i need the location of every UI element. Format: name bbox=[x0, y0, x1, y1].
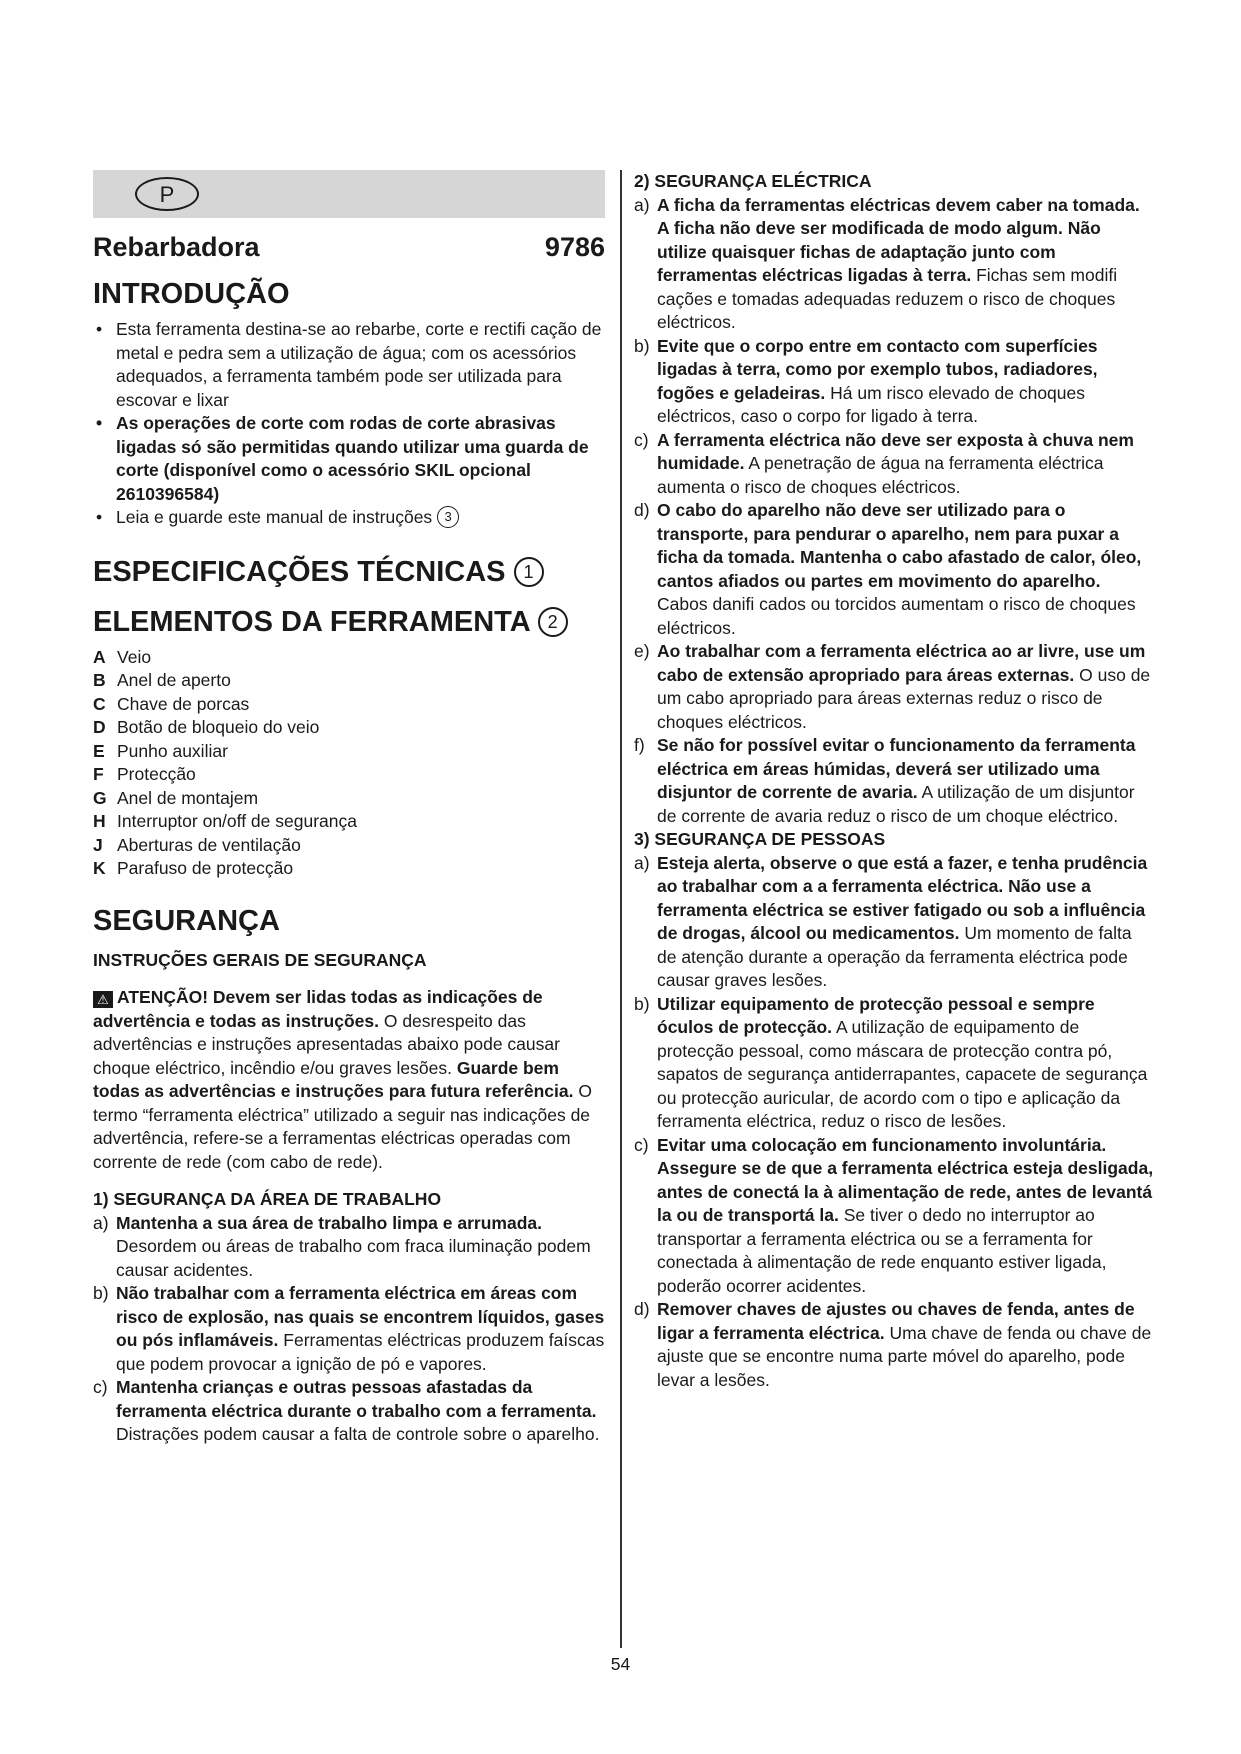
part-key: J bbox=[93, 834, 103, 855]
item-label: c) bbox=[634, 429, 649, 450]
model-number: 9786 bbox=[544, 232, 605, 262]
part-item bbox=[93, 763, 605, 787]
warning-text: O desrespeito das advertências e instruções apresentadas abaixo pode causar choque eléctrico, incêndio e/ou graves lesões. bbox=[93, 1010, 560, 1078]
item-text: Há um risco elevado de choques eléctricos, caso o corpo for ligado à terra. bbox=[657, 382, 1086, 426]
item-bold: A ficha da ferramentas eléctricas devem caber na tomada. A ficha não deve ser modificada de modo algum. Não utilize quaisquer fichas de adaptação junto com ferramentas eléctricas ligadas à terra. bbox=[657, 194, 1140, 285]
part-label: Interruptor on/off de segurança bbox=[117, 811, 357, 831]
intro-bullet-text: Leia e guarde este manual de instruções bbox=[116, 507, 433, 527]
safety-title: SEGURANÇA bbox=[93, 904, 280, 937]
language-bar bbox=[93, 170, 605, 218]
personal-list bbox=[634, 852, 1154, 1393]
part-key: K bbox=[93, 858, 106, 878]
part-key: F bbox=[93, 764, 104, 784]
part-item bbox=[93, 646, 605, 670]
part-key: G bbox=[93, 787, 107, 808]
part-item bbox=[93, 716, 605, 740]
item-bold: Não trabalhar com a ferramenta eléctrica em áreas com risco de explosão, nas quais se encontrem líquidos, gases ou pós inflamáveis. bbox=[116, 1283, 605, 1350]
item-bold: Mantenha a sua área de trabalho limpa e arrumada. bbox=[116, 1212, 542, 1233]
part-key: E bbox=[93, 740, 105, 761]
manual-ref-marker: 3 bbox=[437, 506, 459, 528]
part-label: Aberturas de ventilação bbox=[117, 834, 301, 855]
part-label: Veio bbox=[117, 646, 152, 667]
general-safety-title: INSTRUÇÕES GERAIS DE SEGURANÇA bbox=[93, 949, 427, 970]
safety-item bbox=[634, 1134, 1154, 1299]
safety-item bbox=[634, 734, 1154, 828]
item-label: a) bbox=[93, 1212, 109, 1233]
item-bold: Esteja alerta, observe o que está a fazer, e tenha prudência ao trabalhar com a a ferramenta eléctrica. Não use a ferramenta eléctrica se estiver fatigado ou sob a influência de drogas, álcool ou medicamentos. bbox=[657, 852, 1148, 943]
item-label: a) bbox=[634, 194, 650, 215]
product-name: Rebarbadora bbox=[93, 232, 260, 262]
item-bold: Evite que o corpo entre em contacto com superfícies ligadas à terra, como por exemplo tubos, radiadores, fogões e geladeiras. bbox=[657, 335, 1098, 403]
safety-item bbox=[634, 993, 1154, 1134]
safety-item bbox=[93, 1282, 605, 1376]
item-label: c) bbox=[634, 1134, 649, 1155]
item-label: b) bbox=[634, 993, 650, 1014]
part-item bbox=[93, 810, 605, 834]
item-label: b) bbox=[634, 335, 650, 356]
item-text: Cabos danifi cados ou torcidos aumentam o risco de choques eléctricos. bbox=[657, 594, 1136, 638]
item-bold: Remover chaves de ajustes ou chaves de fenda, antes de ligar a ferramenta eléctrica. bbox=[657, 1299, 1135, 1343]
column-divider bbox=[620, 170, 622, 1648]
part-label: Protecção bbox=[117, 764, 196, 784]
item-text: Fichas sem modifi cações e tomadas adequadas reduzem o risco de choques eléctricos. bbox=[657, 265, 1118, 332]
warning-triangle-icon: ⚠ bbox=[93, 991, 113, 1008]
item-text: Distrações podem causar a falta de controle sobre o aparelho. bbox=[116, 1424, 600, 1444]
part-label: Punho auxiliar bbox=[117, 740, 228, 761]
work-area-list bbox=[93, 1212, 605, 1447]
part-label: Anel de montajem bbox=[117, 787, 259, 808]
electrical-title: 2) SEGURANÇA ELÉCTRICA bbox=[634, 171, 872, 191]
part-key: C bbox=[93, 693, 106, 714]
safety-item bbox=[634, 429, 1154, 500]
safety-item bbox=[93, 1212, 605, 1283]
part-label: Botão de bloqueio do veio bbox=[117, 717, 320, 737]
right-column bbox=[634, 170, 1154, 1392]
item-text: Uma chave de fenda ou chave de ajuste que se encontre numa parte móvel do aparelho, pode levar a lesões. bbox=[657, 1322, 1152, 1390]
item-text: A utilização de equipamento de protecção pessoal, como máscara de protecção contra pó, sapatos de segurança antiderrapantes, capacete de segurança ou protecção auricular, de acordo com o tipo e aplicação da ferramenta eléctrica, reduz o risco de lesões. bbox=[657, 1017, 1148, 1131]
keep-bold: Guarde bem todas as advertências e instruções para futura referência. bbox=[93, 1057, 574, 1101]
item-bold: A ferramenta eléctrica não deve ser exposta à chuva nem humidade. bbox=[657, 429, 1134, 473]
item-label: d) bbox=[634, 500, 650, 520]
part-label: Chave de porcas bbox=[117, 693, 250, 714]
specs-ref-marker: 1 bbox=[514, 557, 544, 587]
part-item bbox=[93, 693, 605, 717]
work-area-title: 1) SEGURANÇA DA ÁREA DE TRABALHO bbox=[93, 1189, 442, 1209]
part-item bbox=[93, 740, 605, 764]
part-label: Parafuso de protecção bbox=[117, 858, 294, 878]
item-text: Se tiver o dedo no interruptor ao transportar a ferramenta eléctrica ou se a ferramenta for conectada à alimentação de rede enquanto estiver ligada, poderão ocorrer acidentes. bbox=[657, 1205, 1107, 1296]
safety-item bbox=[634, 852, 1154, 993]
part-item bbox=[93, 787, 605, 811]
language-badge: P bbox=[135, 177, 199, 211]
part-item bbox=[93, 857, 605, 881]
safety-item bbox=[634, 194, 1154, 335]
warning-bold: ATENÇÃO! Devem ser lidas todas as indicações de advertência e todas as instruções. bbox=[93, 987, 543, 1031]
elements-title bbox=[93, 604, 605, 640]
item-text: Desordem ou áreas de trabalho com fraca iluminação podem causar acidentes. bbox=[116, 1236, 591, 1280]
warning-paragraph bbox=[93, 986, 605, 1174]
item-text: A utilização de um disjuntor de corrente de avaria reduz o risco de um choque eléctrico. bbox=[657, 782, 1135, 826]
part-label: Anel de aperto bbox=[117, 670, 231, 690]
item-bold: Ao trabalhar com a ferramenta eléctrica ao ar livre, use um cabo de extensão apropriado para áreas externas. bbox=[657, 641, 1146, 685]
keep-text: O termo “ferramenta eléctrica” utilizado a seguir nas indicações de advertência, refere-se a ferramentas eléctricas operadas com corrente de rede (com cabo de rede). bbox=[93, 1081, 592, 1172]
part-key: D bbox=[93, 717, 106, 737]
item-label: e) bbox=[634, 641, 650, 661]
safety-item bbox=[634, 640, 1154, 734]
safety-item bbox=[634, 499, 1154, 640]
intro-bullet bbox=[93, 506, 605, 530]
item-label: b) bbox=[93, 1283, 109, 1303]
elements-title-text: ELEMENTOS DA FERRAMENTA bbox=[93, 605, 530, 638]
intro-list bbox=[93, 318, 605, 530]
item-bold: Utilizar equipamento de protecção pessoal e sempre óculos de protecção. bbox=[657, 993, 1095, 1037]
part-item bbox=[93, 834, 605, 858]
item-text: Um momento de falta de atenção durante a operação da ferramenta eléctrica pode causar graves lesões. bbox=[657, 923, 1132, 990]
specs-title-text: ESPECIFICAÇÕES TÉCNICAS bbox=[93, 555, 506, 588]
part-key: H bbox=[93, 811, 106, 831]
product-header bbox=[93, 230, 605, 264]
item-text: A penetração de água na ferramenta eléctrica aumenta o risco de choques eléctricos. bbox=[657, 453, 1104, 497]
item-label: c) bbox=[93, 1377, 108, 1397]
safety-item bbox=[634, 1298, 1154, 1392]
item-bold: Mantenha crianças e outras pessoas afastadas da ferramenta eléctrica durante o trabalho com a ferramenta. bbox=[116, 1377, 597, 1421]
safety-item bbox=[93, 1376, 605, 1447]
left-column bbox=[93, 170, 605, 1447]
page-number: 54 bbox=[610, 1654, 631, 1674]
intro-title: INTRODUÇÃO bbox=[93, 278, 290, 310]
specs-title bbox=[93, 554, 605, 590]
electrical-list bbox=[634, 194, 1154, 829]
item-text: Ferramentas eléctricas produzem faíscas que podem provocar a ignição de pó e vapores. bbox=[116, 1330, 605, 1374]
part-item bbox=[93, 669, 605, 693]
item-text: O uso de um cabo apropriado para áreas externas reduz o risco de choques eléctricos. bbox=[657, 664, 1151, 732]
elements-ref-marker: 2 bbox=[538, 607, 568, 637]
personal-title: 3) SEGURANÇA DE PESSOAS bbox=[634, 829, 886, 849]
intro-bullet: • Esta ferramenta destina-se ao rebarbe, corte e rectifi cação de metal e pedra sem a utilização de água; com os acessórios adequados, a ferramenta também pode ser utilizada para escovar e lixar bbox=[93, 318, 605, 412]
safety-item bbox=[634, 335, 1154, 429]
item-bold: O cabo do aparelho não deve ser utilizado para o transporte, para pendurar o aparelho, nem para puxar a ficha da tomada. Mantenha o cabo afastado de calor, óleo, cantos afiados ou partes em movimento do aparelho. bbox=[657, 500, 1142, 591]
part-key: A bbox=[93, 646, 106, 667]
intro-bullet: • As operações de corte com rodas de corte abrasivas ligadas só são permitidas quando utilizar uma guarda de corte (disponível como o acessório SKIL opcional 2610396584) bbox=[93, 412, 605, 506]
parts-list bbox=[93, 646, 605, 881]
item-label: d) bbox=[634, 1299, 650, 1319]
item-label: f) bbox=[634, 735, 645, 755]
item-bold: Evitar uma colocação em funcionamento involuntária. Assegure se de que a ferramenta eléctrica esteja desligada, antes de conectá la à alimentação de rede, antes de levantá la ou de transportá la. bbox=[657, 1134, 1154, 1225]
item-bold: Se não for possível evitar o funcionamento da ferramenta eléctrica em áreas húmidas, deverá ser utilizado uma disjuntor de corrente de avaria. bbox=[657, 735, 1136, 802]
part-key: B bbox=[93, 670, 106, 690]
item-label: a) bbox=[634, 852, 650, 873]
